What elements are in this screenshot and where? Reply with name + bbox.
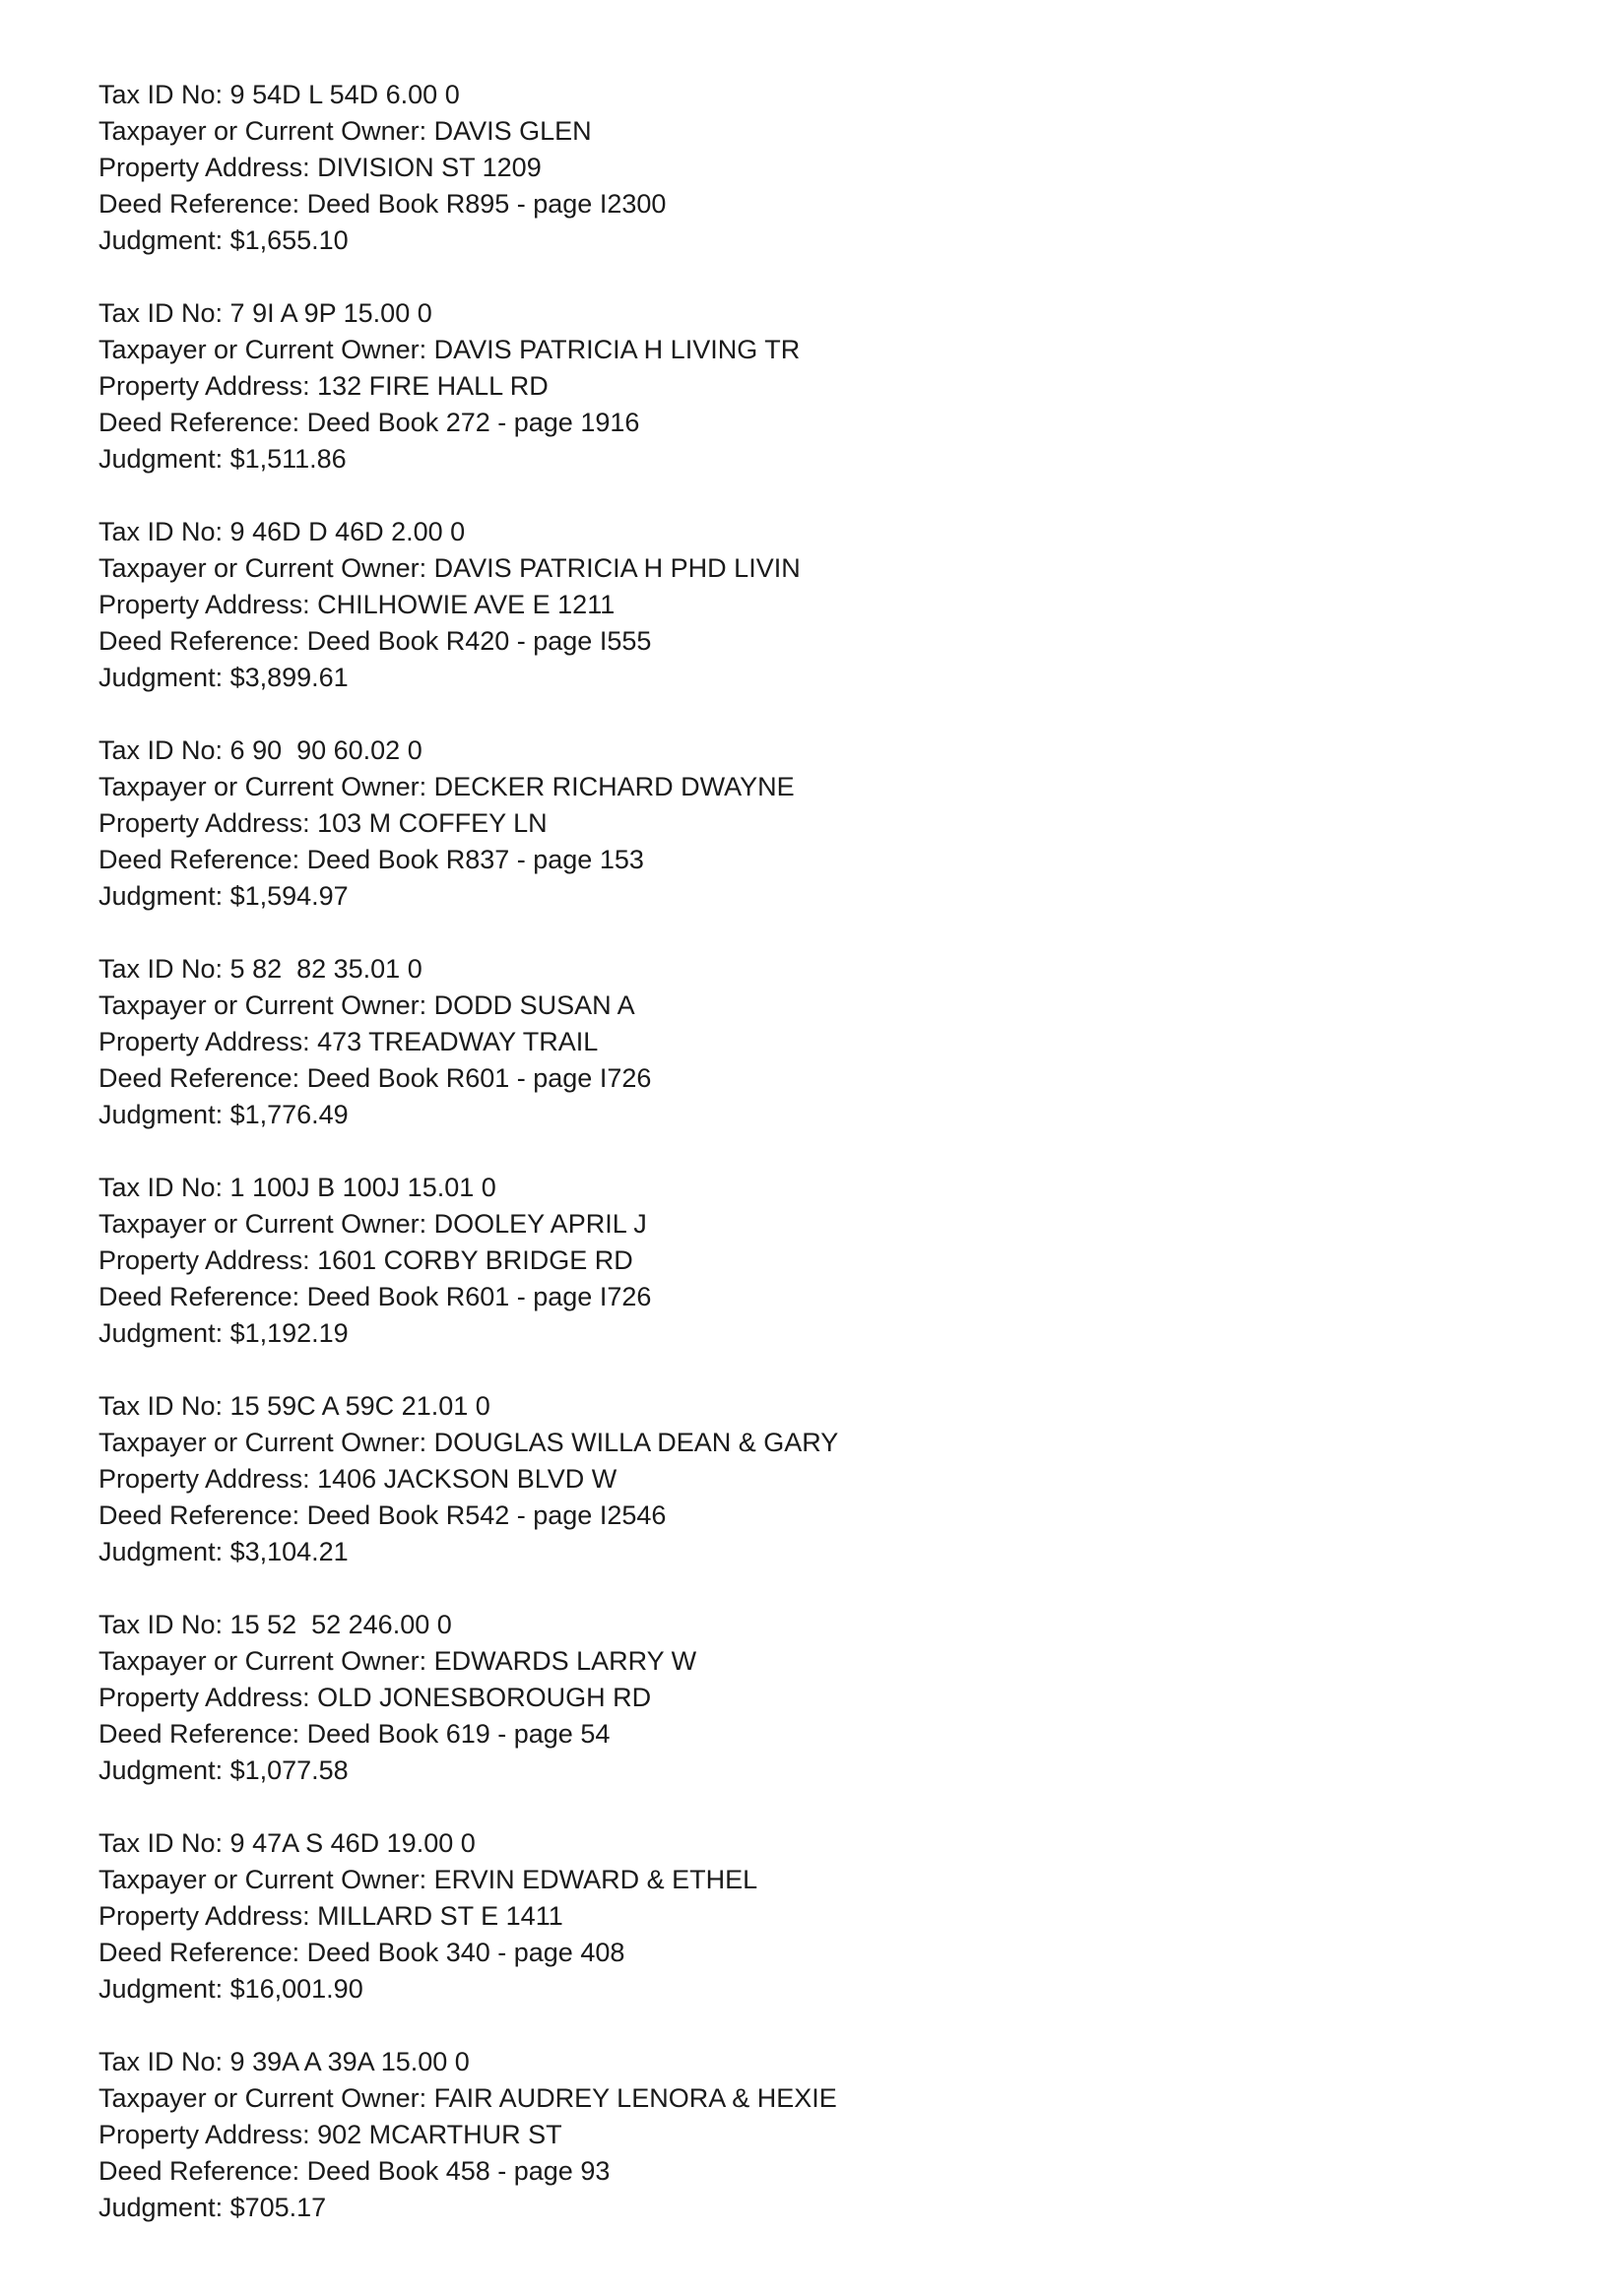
tax-id-line bbox=[98, 77, 1527, 113]
deed-value: Deed Book 458 - page 93 bbox=[306, 2156, 611, 2186]
judgment-value: $1,594.97 bbox=[229, 881, 349, 911]
address-value: 103 M COFFEY LN bbox=[317, 808, 548, 838]
judgment-label: Judgment: bbox=[98, 225, 230, 255]
deed-line bbox=[98, 1279, 1527, 1315]
tax-record bbox=[98, 295, 1527, 478]
owner-value: DOUGLAS WILLA DEAN & GARY bbox=[433, 1428, 839, 1457]
owner-value: DAVIS PATRICIA H LIVING TR bbox=[433, 335, 801, 364]
deed-line bbox=[98, 623, 1527, 660]
deed-value: Deed Book 619 - page 54 bbox=[306, 1719, 611, 1749]
tax-record bbox=[98, 733, 1527, 915]
judgment-value: $1,511.86 bbox=[229, 444, 347, 474]
judgment-value: $3,104.21 bbox=[229, 1537, 349, 1566]
tax-id-value: 9 39A A 39A 15.00 0 bbox=[229, 2047, 470, 2076]
judgment-line bbox=[98, 2190, 1527, 2226]
address-value: CHILHOWIE AVE E 1211 bbox=[317, 590, 616, 619]
deed-label: Deed Reference: bbox=[98, 626, 307, 656]
tax-id-line bbox=[98, 733, 1527, 769]
deed-label: Deed Reference: bbox=[98, 1063, 307, 1093]
tax-id-label: Tax ID No: bbox=[98, 2047, 230, 2076]
tax-record bbox=[98, 2044, 1527, 2226]
judgment-line bbox=[98, 223, 1527, 259]
address-value: DIVISION ST 1209 bbox=[317, 153, 542, 182]
judgment-value: $1,192.19 bbox=[229, 1318, 349, 1348]
judgment-value: $1,655.10 bbox=[229, 225, 349, 255]
deed-value: Deed Book R601 - page I726 bbox=[306, 1282, 652, 1311]
deed-value: Deed Book R601 - page I726 bbox=[306, 1063, 652, 1093]
judgment-value: $705.17 bbox=[229, 2193, 327, 2222]
owner-line bbox=[98, 988, 1527, 1024]
tax-record bbox=[98, 77, 1527, 259]
judgment-line bbox=[98, 660, 1527, 696]
tax-id-line bbox=[98, 514, 1527, 550]
address-label: Property Address: bbox=[98, 1245, 318, 1275]
judgment-line bbox=[98, 1315, 1527, 1352]
tax-id-label: Tax ID No: bbox=[98, 735, 230, 765]
address-value: 132 FIRE HALL RD bbox=[317, 371, 549, 401]
deed-line bbox=[98, 842, 1527, 878]
document-page bbox=[98, 77, 1527, 2263]
address-label: Property Address: bbox=[98, 371, 318, 401]
tax-record bbox=[98, 514, 1527, 696]
owner-value: DAVIS GLEN bbox=[433, 116, 592, 146]
tax-id-line bbox=[98, 295, 1527, 332]
deed-value: Deed Book 340 - page 408 bbox=[306, 1938, 625, 1967]
owner-label: Taxpayer or Current Owner: bbox=[98, 553, 434, 583]
address-line bbox=[98, 805, 1527, 842]
deed-line bbox=[98, 186, 1527, 223]
address-value: 902 MCARTHUR ST bbox=[317, 2120, 562, 2149]
owner-label: Taxpayer or Current Owner: bbox=[98, 335, 434, 364]
tax-id-value: 9 47A S 46D 19.00 0 bbox=[229, 1828, 476, 1858]
judgment-line bbox=[98, 441, 1527, 478]
deed-line bbox=[98, 405, 1527, 441]
address-line bbox=[98, 368, 1527, 405]
judgment-label: Judgment: bbox=[98, 1974, 230, 2004]
deed-label: Deed Reference: bbox=[98, 845, 307, 874]
tax-id-line bbox=[98, 1607, 1527, 1643]
owner-value: ERVIN EDWARD & ETHEL bbox=[433, 1865, 758, 1894]
address-label: Property Address: bbox=[98, 590, 318, 619]
tax-record bbox=[98, 1170, 1527, 1352]
owner-line bbox=[98, 769, 1527, 805]
owner-line bbox=[98, 332, 1527, 368]
judgment-line bbox=[98, 1097, 1527, 1133]
owner-line bbox=[98, 113, 1527, 150]
judgment-line bbox=[98, 878, 1527, 915]
address-value: MILLARD ST E 1411 bbox=[317, 1901, 563, 1931]
tax-record bbox=[98, 1607, 1527, 1789]
tax-id-label: Tax ID No: bbox=[98, 1391, 230, 1421]
owner-value: DODD SUSAN A bbox=[433, 990, 635, 1020]
address-label: Property Address: bbox=[98, 1027, 318, 1056]
owner-line bbox=[98, 550, 1527, 587]
address-line bbox=[98, 150, 1527, 186]
address-line bbox=[98, 587, 1527, 623]
owner-value: DECKER RICHARD DWAYNE bbox=[433, 772, 795, 801]
owner-line bbox=[98, 1206, 1527, 1243]
deed-label: Deed Reference: bbox=[98, 1938, 307, 1967]
tax-id-label: Tax ID No: bbox=[98, 80, 230, 109]
tax-record bbox=[98, 1825, 1527, 2008]
judgment-label: Judgment: bbox=[98, 2193, 230, 2222]
judgment-line bbox=[98, 1534, 1527, 1570]
tax-id-label: Tax ID No: bbox=[98, 298, 230, 328]
address-label: Property Address: bbox=[98, 1901, 318, 1931]
owner-label: Taxpayer or Current Owner: bbox=[98, 1428, 434, 1457]
owner-label: Taxpayer or Current Owner: bbox=[98, 990, 434, 1020]
deed-line bbox=[98, 1060, 1527, 1097]
deed-label: Deed Reference: bbox=[98, 408, 307, 437]
judgment-label: Judgment: bbox=[98, 1318, 230, 1348]
deed-line bbox=[98, 1935, 1527, 1971]
judgment-value: $3,899.61 bbox=[229, 663, 349, 692]
judgment-label: Judgment: bbox=[98, 1537, 230, 1566]
judgment-value: $16,001.90 bbox=[229, 1974, 363, 2004]
tax-id-value: 9 54D L 54D 6.00 0 bbox=[229, 80, 460, 109]
tax-id-line bbox=[98, 1170, 1527, 1206]
owner-label: Taxpayer or Current Owner: bbox=[98, 2083, 434, 2113]
tax-record bbox=[98, 951, 1527, 1133]
judgment-value: $1,077.58 bbox=[229, 1755, 349, 1785]
owner-value: DOOLEY APRIL J bbox=[433, 1209, 647, 1239]
tax-id-line bbox=[98, 1388, 1527, 1425]
tax-id-value: 9 46D D 46D 2.00 0 bbox=[229, 517, 466, 546]
address-line bbox=[98, 1243, 1527, 1279]
owner-label: Taxpayer or Current Owner: bbox=[98, 1865, 434, 1894]
judgment-label: Judgment: bbox=[98, 663, 230, 692]
tax-id-label: Tax ID No: bbox=[98, 1610, 230, 1639]
address-value: 473 TREADWAY TRAIL bbox=[317, 1027, 599, 1056]
tax-id-line bbox=[98, 951, 1527, 988]
deed-value: Deed Book R420 - page I555 bbox=[306, 626, 652, 656]
owner-label: Taxpayer or Current Owner: bbox=[98, 1209, 434, 1239]
owner-line bbox=[98, 1425, 1527, 1461]
tax-id-value: 7 9I A 9P 15.00 0 bbox=[229, 298, 432, 328]
tax-id-line bbox=[98, 1825, 1527, 1862]
judgment-line bbox=[98, 1971, 1527, 2008]
address-line bbox=[98, 1898, 1527, 1935]
deed-value: Deed Book 272 - page 1916 bbox=[306, 408, 640, 437]
tax-id-value: 1 100J B 100J 15.01 0 bbox=[229, 1173, 496, 1202]
address-value: OLD JONESBOROUGH RD bbox=[317, 1683, 652, 1712]
address-label: Property Address: bbox=[98, 808, 318, 838]
owner-label: Taxpayer or Current Owner: bbox=[98, 772, 434, 801]
tax-id-label: Tax ID No: bbox=[98, 1828, 230, 1858]
judgment-value: $1,776.49 bbox=[229, 1100, 349, 1129]
tax-id-label: Tax ID No: bbox=[98, 1173, 230, 1202]
owner-line bbox=[98, 1643, 1527, 1680]
judgment-label: Judgment: bbox=[98, 444, 230, 474]
deed-value: Deed Book R542 - page I2546 bbox=[306, 1500, 667, 1530]
tax-id-line bbox=[98, 2044, 1527, 2080]
address-value: 1601 CORBY BRIDGE RD bbox=[317, 1245, 633, 1275]
address-line bbox=[98, 1024, 1527, 1060]
deed-value: Deed Book R837 - page 153 bbox=[306, 845, 644, 874]
deed-line bbox=[98, 1498, 1527, 1534]
judgment-label: Judgment: bbox=[98, 881, 230, 911]
address-line bbox=[98, 1461, 1527, 1498]
owner-value: DAVIS PATRICIA H PHD LIVIN bbox=[433, 553, 801, 583]
tax-record bbox=[98, 1388, 1527, 1570]
tax-id-value: 15 52 52 246.00 0 bbox=[229, 1610, 452, 1639]
address-label: Property Address: bbox=[98, 1683, 318, 1712]
deed-label: Deed Reference: bbox=[98, 1719, 307, 1749]
address-label: Property Address: bbox=[98, 1464, 318, 1494]
deed-line bbox=[98, 1716, 1527, 1753]
deed-label: Deed Reference: bbox=[98, 1500, 307, 1530]
deed-value: Deed Book R895 - page I2300 bbox=[306, 189, 667, 219]
owner-value: FAIR AUDREY LENORA & HEXIE bbox=[433, 2083, 837, 2113]
tax-id-value: 5 82 82 35.01 0 bbox=[229, 954, 422, 984]
judgment-label: Judgment: bbox=[98, 1100, 230, 1129]
owner-value: EDWARDS LARRY W bbox=[433, 1646, 697, 1676]
owner-label: Taxpayer or Current Owner: bbox=[98, 1646, 434, 1676]
owner-label: Taxpayer or Current Owner: bbox=[98, 116, 434, 146]
judgment-label: Judgment: bbox=[98, 1755, 230, 1785]
owner-line bbox=[98, 1862, 1527, 1898]
address-label: Property Address: bbox=[98, 2120, 318, 2149]
tax-id-value: 6 90 90 60.02 0 bbox=[229, 735, 422, 765]
owner-line bbox=[98, 2080, 1527, 2117]
deed-label: Deed Reference: bbox=[98, 189, 307, 219]
address-label: Property Address: bbox=[98, 153, 318, 182]
deed-line bbox=[98, 2153, 1527, 2190]
address-line bbox=[98, 2117, 1527, 2153]
tax-id-label: Tax ID No: bbox=[98, 954, 230, 984]
deed-label: Deed Reference: bbox=[98, 1282, 307, 1311]
address-line bbox=[98, 1680, 1527, 1716]
tax-id-label: Tax ID No: bbox=[98, 517, 230, 546]
address-value: 1406 JACKSON BLVD W bbox=[317, 1464, 617, 1494]
deed-label: Deed Reference: bbox=[98, 2156, 307, 2186]
tax-id-value: 15 59C A 59C 21.01 0 bbox=[229, 1391, 490, 1421]
judgment-line bbox=[98, 1753, 1527, 1789]
